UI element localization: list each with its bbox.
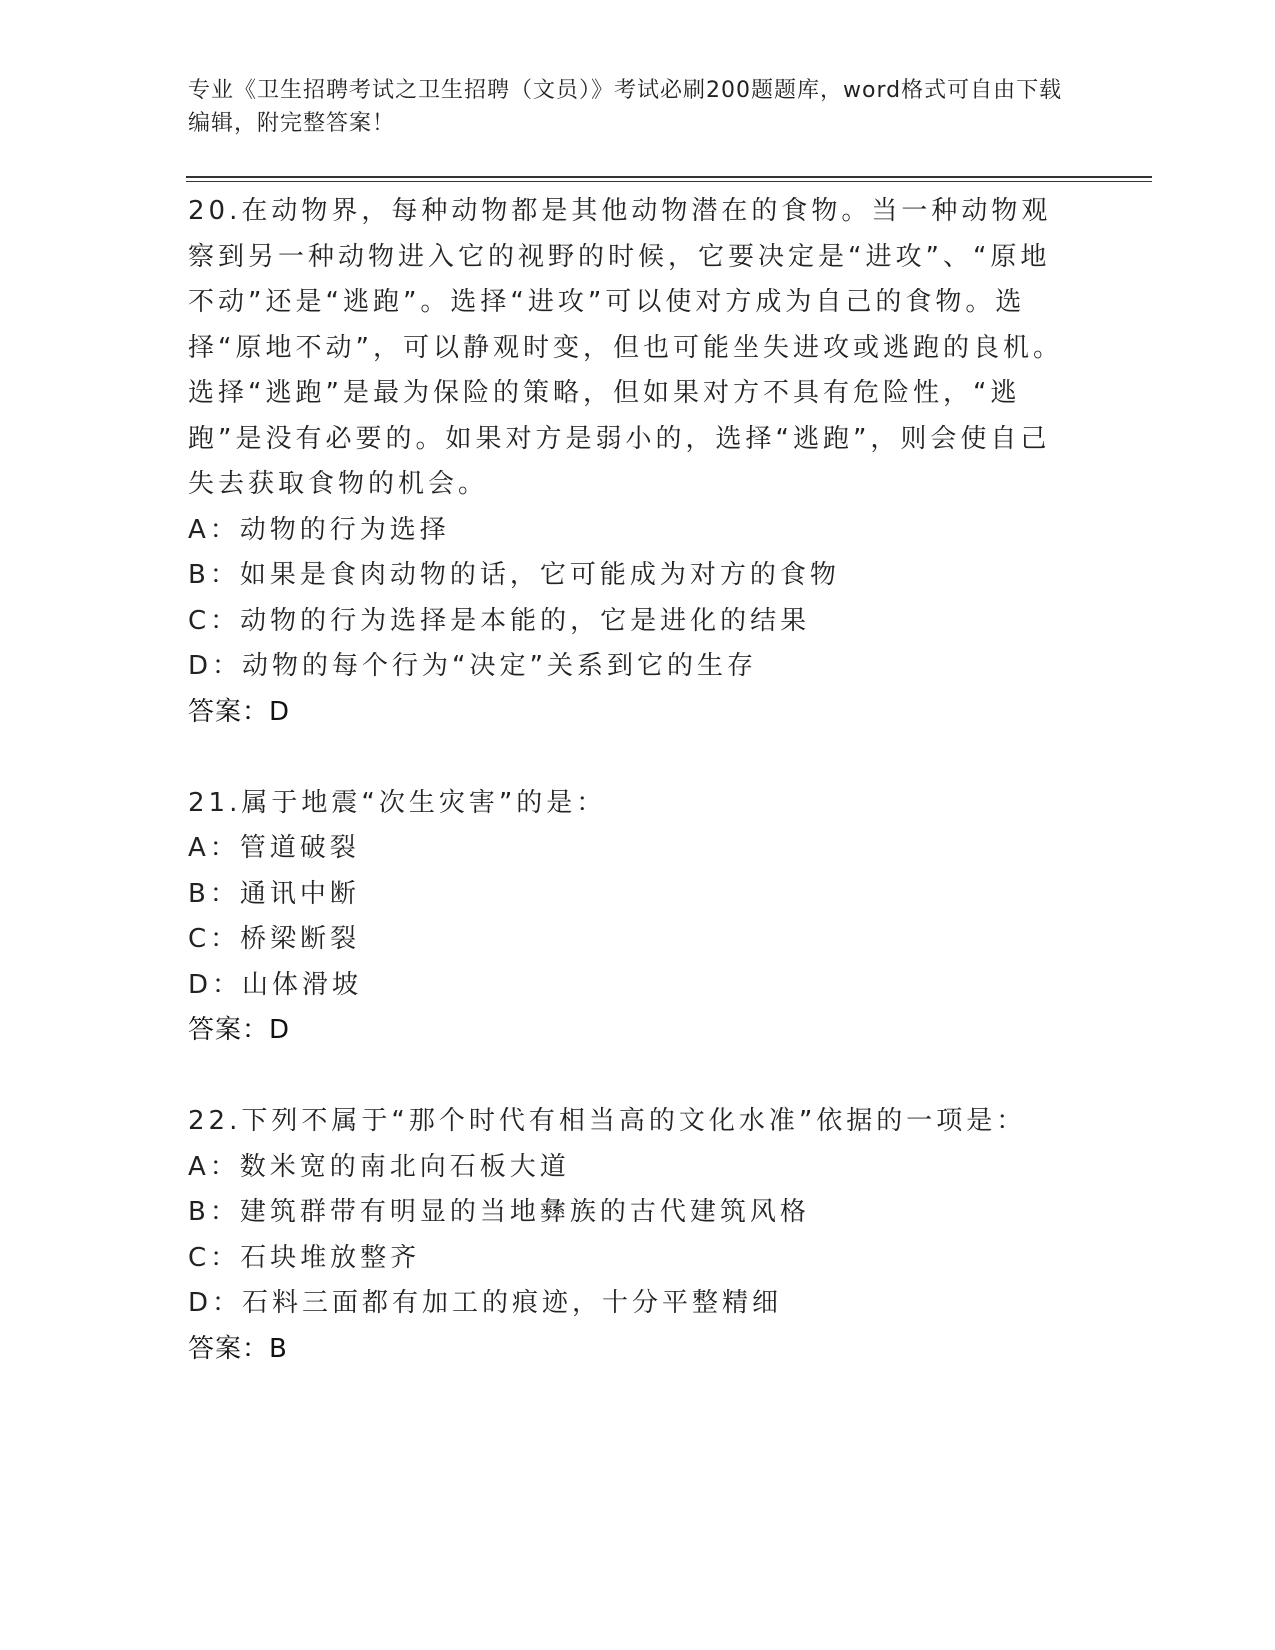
question-answer: 答案：D bbox=[188, 1015, 291, 1045]
answer-option-a: A：数米宽的南北向石板大道 bbox=[188, 1151, 570, 1182]
question-item bbox=[188, 189, 1078, 735]
question-stem: 20.在动物界，每种动物都是其他动物潜在的食物。当一种动物观察到另一种动物进入它的视野的时候，它要决定是“进攻”、“原地不动”还是“逃跑”。选择“进攻”可以使对方成为自己的食物。选择“原地不动”，可以静观时变，但也可能坐失进攻或逃跑的良机。选择“逃跑”是最为保险的策略，但如果对方不具有危险性，“逃跑”是没有必要的。如果对方是弱小的，选择“逃跑”，则会使自己失去获取食物的机会。 bbox=[188, 196, 1063, 499]
answer-option-c: C：石块堆放整齐 bbox=[188, 1242, 421, 1273]
question-answer: 答案：B bbox=[188, 1333, 288, 1364]
answer-option-c: C：动物的行为选择是本能的，它是进化的结果 bbox=[188, 605, 811, 636]
answer-option-d: D：动物的每个行为“决定”关系到它的生存 bbox=[188, 651, 757, 681]
answer-option-d: D：石料三面都有加工的痕迹，十分平整精细 bbox=[188, 1288, 783, 1318]
answer-option-c: C：桥梁断裂 bbox=[188, 924, 361, 954]
answer-option-b: B：建筑群带有明显的当地彝族的古代建筑风格 bbox=[188, 1197, 810, 1227]
question-stem: 22.下列不属于“那个时代有相当高的文化水准”依据的一项是： bbox=[188, 1106, 1027, 1136]
header-divider-thick bbox=[186, 176, 1152, 178]
answer-option-a: A：动物的行为选择 bbox=[188, 514, 450, 545]
question-answer: 答案：D bbox=[188, 696, 291, 727]
question-spacer bbox=[188, 735, 1078, 781]
document-header: 专业《卫生招聘考试之卫生招聘（文员）》考试必刷200题题库，word格式可自由下载编辑，附完整答案！ bbox=[188, 78, 1063, 136]
answer-option-d: D：山体滑坡 bbox=[188, 969, 363, 1000]
header-divider-thin bbox=[186, 181, 1152, 182]
question-item bbox=[188, 1099, 1078, 1372]
question-stem: 21.属于地震“次生灾害”的是： bbox=[188, 787, 607, 818]
answer-option-b: B：通讯中断 bbox=[188, 878, 360, 909]
answer-option-a: A：管道破裂 bbox=[188, 833, 360, 863]
question-spacer bbox=[188, 1054, 1078, 1100]
question-list bbox=[188, 189, 1078, 1372]
question-item bbox=[188, 781, 1078, 1054]
answer-option-b: B：如果是食肉动物的话，它可能成为对方的食物 bbox=[188, 560, 840, 590]
